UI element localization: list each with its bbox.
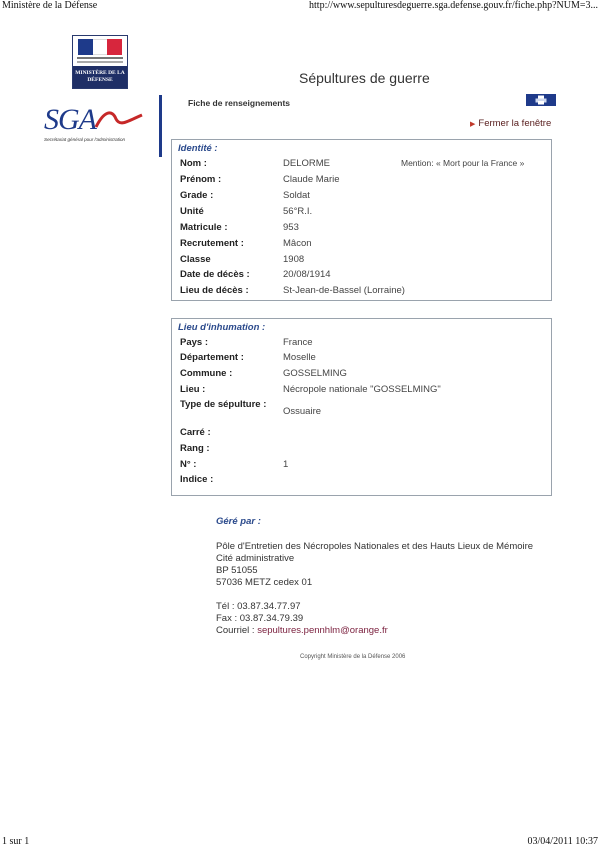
fiche-title: Fiche de renseignements — [188, 98, 291, 108]
field-value: DELORME — [283, 158, 330, 169]
field-value: Nécropole nationale "GOSSELMING" — [283, 384, 441, 395]
field-label: Grade : — [180, 190, 214, 201]
ministry-logo — [72, 35, 128, 89]
field-value: Moselle — [283, 352, 316, 363]
field-label: Prénom : — [180, 174, 222, 185]
gere-tel: Tél : 03.87.34.77.97 — [216, 601, 301, 612]
field-label: Date de décès : — [180, 269, 250, 280]
field-value: Mâcon — [283, 238, 312, 249]
gere-line-4: 57036 METZ cedex 01 — [216, 577, 313, 588]
print-header-url: http://www.sepulturesdeguerre.sga.defense.gouv.fr/fiche.php?NUM=3... — [309, 0, 598, 11]
field-value: 953 — [283, 222, 299, 233]
field-value: France — [283, 337, 313, 348]
arrow-right-icon: ▶ — [470, 121, 476, 128]
field-label: Département : — [180, 352, 244, 363]
french-flag-icon — [78, 39, 122, 55]
close-window-link[interactable] — [470, 118, 551, 129]
close-window-label: Fermer la fenêtre — [478, 118, 552, 129]
courriel-link[interactable]: sepultures.pennhlm@orange.fr — [257, 625, 388, 636]
gere-courriel — [216, 625, 388, 636]
print-header-left: Ministère de la Défense — [2, 0, 98, 11]
type-sepulture-value: Ossuaire — [283, 406, 322, 417]
print-footer-page: 1 sur 1 — [2, 836, 30, 847]
mention-label: Mention: « Mort pour la France » — [401, 158, 525, 168]
print-button[interactable] — [526, 94, 556, 106]
field-value: 20/08/1914 — [283, 269, 331, 280]
type-sepulture-label: Type de sépulture : — [180, 399, 267, 410]
print-footer-date: 03/04/2011 10:37 — [527, 836, 598, 847]
field-label: Rang : — [180, 443, 210, 454]
field-value: Soldat — [283, 190, 310, 201]
gere-line-1: Pôle d'Entretien des Nécropoles Nationales et des Hauts Lieux de Mémoire — [216, 541, 534, 552]
field-label: Pays : — [180, 337, 208, 348]
gere-line-3: BP 51055 — [216, 565, 258, 576]
sga-logo-letters: SGA — [44, 103, 96, 136]
printer-icon — [535, 95, 547, 105]
field-value: 1908 — [283, 254, 305, 265]
gere-par-title: Géré par : — [216, 516, 261, 527]
field-value: 56°R.I. — [283, 206, 313, 217]
identite-box — [171, 139, 552, 301]
gere-fax: Fax : 03.87.34.79.39 — [216, 613, 304, 624]
field-label: Lieu : — [180, 384, 206, 395]
field-label: Nom : — [180, 158, 207, 169]
field-value: 1 — [283, 459, 289, 470]
field-label: Classe — [180, 254, 211, 265]
field-label: Unité — [180, 206, 204, 217]
field-label: Recrutement : — [180, 238, 244, 249]
field-label: N° : — [180, 459, 197, 470]
field-label: Matricule : — [180, 222, 228, 233]
sga-tagline: Secrétariat général pour l'administration — [44, 137, 126, 142]
sga-logo — [38, 95, 162, 157]
courriel-label: Courriel : — [216, 625, 258, 636]
lieu-inhumation-box — [171, 318, 552, 496]
field-label: Lieu de décès : — [180, 285, 249, 296]
copyright: Copyright Ministère de la Défense 2006 — [300, 654, 406, 660]
field-value: Claude Marie — [283, 174, 340, 185]
field-label: Indice : — [180, 474, 214, 485]
identite-title: Identité : — [178, 143, 218, 154]
lieu-inhumation-title: Lieu d'inhumation : — [178, 322, 266, 333]
sga-swoosh-icon — [94, 107, 144, 131]
ministry-logo-text: MINISTÈRE DE LA DÉFENSE — [73, 66, 127, 88]
field-value: GOSSELMING — [283, 368, 347, 379]
field-label: Carré : — [180, 427, 211, 438]
field-value: St-Jean-de-Bassel (Lorraine) — [283, 285, 405, 296]
gere-line-2: Cité administrative — [216, 553, 295, 564]
site-title: Sépultures de guerre — [299, 70, 430, 86]
field-label: Commune : — [180, 368, 233, 379]
